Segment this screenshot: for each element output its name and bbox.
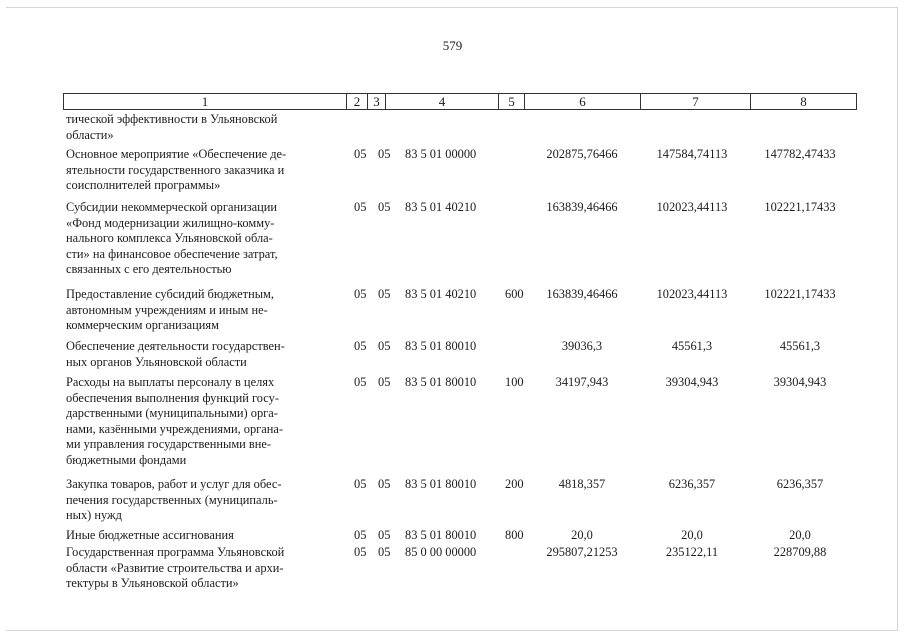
row-description: Предоставление субсидий бюджетным, автономным учреждениям и иным не- коммерческим организациям — [66, 287, 274, 333]
row-description: Расходы на выплаты персоналу в целях обеспечения выполнения функций госу- дарственными (муниципальными) орга- нами, казёнными учреждениями, органа- ми управления государственными вне- бюджетными фондами — [66, 375, 284, 467]
subsection-code: 05 — [378, 545, 391, 559]
target-article-code: 83 5 01 80010 — [405, 477, 477, 491]
subsection-code: 05 — [378, 528, 391, 542]
amount-col-7: 102023,44113 — [656, 200, 728, 214]
row-description: Субсидии некоммерческой организации «Фонд модернизации жилищно-комму- нального комплекса Ульяновской обла- сти» на финансовое обеспечение затрат, связанных с его деятельностью — [66, 200, 278, 277]
amount-col-7: 39304,943 — [665, 375, 719, 389]
amount-col-8: 147782,47433 — [764, 147, 836, 161]
section-code: 05 — [354, 545, 367, 559]
section-code: 05 — [354, 528, 367, 542]
target-article-code: 83 5 01 80010 — [405, 528, 477, 542]
amount-col-8: 228709,88 — [773, 545, 827, 559]
subsection-code: 05 — [378, 147, 391, 161]
amount-col-6: 4818,357 — [558, 477, 606, 491]
amount-col-6: 295807,21253 — [546, 545, 618, 559]
header-col-5: 5 — [498, 94, 524, 109]
header-col-7: 7 — [640, 94, 750, 109]
amount-col-6: 34197,943 — [555, 375, 609, 389]
expense-type-code: 100 — [505, 375, 524, 389]
subsection-code: 05 — [378, 200, 391, 214]
header-col-3: 3 — [367, 94, 385, 109]
scan-frame-top — [6, 7, 898, 8]
header-col-8: 8 — [750, 94, 856, 109]
amount-col-7: 45561,3 — [671, 339, 713, 353]
subsection-code: 05 — [378, 477, 391, 491]
expense-type-code: 200 — [505, 477, 524, 491]
section-code: 05 — [354, 339, 367, 353]
table-header — [63, 93, 857, 110]
row-description: Закупка товаров, работ и услуг для обес- печения государственных (муниципаль- ных) нужд — [66, 477, 282, 523]
amount-col-6: 163839,46466 — [546, 287, 618, 301]
amount-col-6: 163839,46466 — [546, 200, 618, 214]
amount-col-6: 20,0 — [571, 528, 593, 542]
amount-col-8: 102221,17433 — [764, 287, 836, 301]
row-description: Основное мероприятие «Обеспечение де- ятельности государственного заказчика и соисполнителей программы» — [66, 147, 287, 193]
section-code: 05 — [354, 147, 367, 161]
scan-frame-bottom — [6, 630, 898, 631]
target-article-code: 83 5 01 80010 — [405, 339, 477, 353]
row-description: Иные бюджетные ассигнования — [66, 528, 234, 542]
target-article-code: 83 5 01 40210 — [405, 200, 477, 214]
target-article-code: 83 5 01 80010 — [405, 375, 477, 389]
target-article-code: 85 0 00 00000 — [405, 545, 477, 559]
expense-type-code: 600 — [505, 287, 524, 301]
amount-col-8: 6236,357 — [776, 477, 824, 491]
row-description: Государственная программа Ульяновской области «Развитие строительства и архи- тектуры в Ульяновской области» — [66, 545, 285, 591]
expense-type-code: 800 — [505, 528, 524, 542]
amount-col-6: 39036,3 — [561, 339, 603, 353]
header-col-2: 2 — [346, 94, 367, 109]
header-col-4: 4 — [385, 94, 498, 109]
amount-col-7: 147584,74113 — [656, 147, 728, 161]
header-col-6: 6 — [524, 94, 640, 109]
target-article-code: 83 5 01 40210 — [405, 287, 477, 301]
subsection-code: 05 — [378, 287, 391, 301]
amount-col-7: 102023,44113 — [656, 287, 728, 301]
section-code: 05 — [354, 477, 367, 491]
subsection-code: 05 — [378, 339, 391, 353]
amount-col-6: 202875,76466 — [546, 147, 618, 161]
amount-col-8: 20,0 — [789, 528, 811, 542]
section-code: 05 — [354, 200, 367, 214]
amount-col-7: 235122,11 — [665, 545, 719, 559]
amount-col-8: 102221,17433 — [764, 200, 836, 214]
row-description: Обеспечение деятельности государствен- ных органов Ульяновской области — [66, 339, 285, 369]
amount-col-7: 20,0 — [681, 528, 703, 542]
amount-col-7: 6236,357 — [668, 477, 716, 491]
subsection-code: 05 — [378, 375, 391, 389]
page-number: 579 — [442, 38, 463, 53]
target-article-code: 83 5 01 00000 — [405, 147, 477, 161]
section-code: 05 — [354, 375, 367, 389]
row-description: тической эффективности в Ульяновской области» — [66, 112, 278, 142]
section-code: 05 — [354, 287, 367, 301]
amount-col-8: 39304,943 — [773, 375, 827, 389]
header-col-1: 1 — [201, 94, 209, 109]
amount-col-8: 45561,3 — [779, 339, 821, 353]
scan-frame-right — [897, 7, 898, 631]
